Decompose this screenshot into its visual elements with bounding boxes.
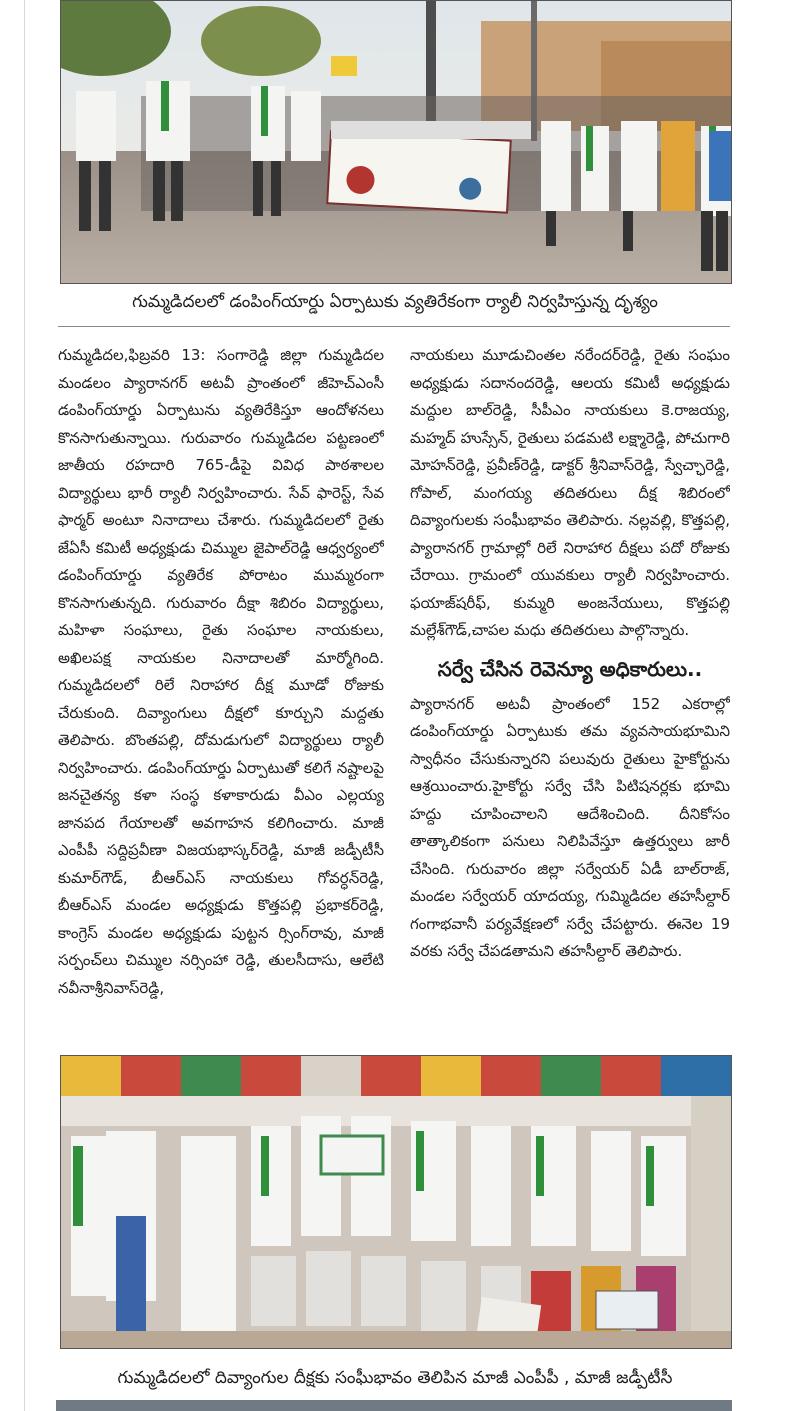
bottom-strike-photo: [60, 1055, 732, 1349]
article-body-left: గుమ్మడిదల,ఫిబ్రవరి 13: సంగారెడ్డి జిల్లా గుమ్మడిదల మండలం ప్యారానగర్ అటవీ ప్రాంతంలో జీహెచ్ఎంసీ డంపింగ్‌యార్డు ఏర్పాటును వ్యతిరేకిస్తూ ఆందోళనలు కొనసాగుతున్నాయి. గురువారం గుమ్మడిదల పట్టణంలో జాతీయ రహదారి 765-డీపై వివిధ పాఠశాలల విద్యార్థులు భారీ ర్యాలీ నిర్వహించారు. సేవ్ ఫారెస్ట్, సేవ ఫార్మర్ అంటూ నినాదాలు చేశారు. గుమ్మడిదలలో రైతు జేఏసీ కమిటీ అధ్యక్షుడు చిమ్ముల జైపాల్‌రెడ్డి ఆధ్వర్యంలో డంపింగ్‌యార్డు వ్యతిరేక పోరాటం ముమ్మరంగా కొనసాగుతున్నది. గురువారం దీక్షా శిబిరం విద్యార్థులు, మహిళా సంఘాలు, రైతు సంఘాల నాయకులు, అఖిలపక్ష నాయకుల నినాదాలతో మార్మోగింది. గుమ్మడిదలలో రిలే నిరాహార దీక్ష మూడో రోజుకు చేరుకుంది. దివ్యాంగులు దీక్షలో కూర్చుని మద్దతు తెలిపారు. బొంతపల్లి, దోమడుగులో విద్యార్థులు ర్యాలీ నిర్వహించారు. డంపింగ్‌యార్డు ఏర్పాటుతో కలిగే నష్టాలపై జనచైతన్య కళా సంస్థ కళాకారుడు వీఎం ఎల్లయ్య జానపద గేయాలతో అవగాహన కలిగించారు. మాజీ ఎంపీపీ సద్దిప్రవీణా విజయభాస్కర్‌రెడ్డి, మాజీ జడ్పీటీసీ కుమార్‌గౌడ్, బీఆర్ఎస్ నాయకులు గోవర్ధన్‌రెడ్డి, బీఆర్ఎస్ మండల అధ్యక్షుడు కొత్తపల్లి ప్రభాకర్‌రెడ్డి, కాంగ్రెస్ మండల అధ్యక్షుడు పుట్టన ర్సింగ్‌రావు, మాజీ సర్పంచ్‌లు చిమ్ముల నర్సింహా రెడ్డి, తులసీదాసు, ఆలేటి నవీనాశ్రీనివాస్‌రెడ్డి,: [58, 346, 384, 997]
bottom-photo-caption: గుమ్మడిదలలో దివ్యాంగుల దీక్షకు సంఘీభావం తెలిపిన మాజీ ఎంపీపీ , మాజీ జడ్పీటీసీ: [117, 1368, 673, 1388]
article-right-column: [410, 342, 730, 1022]
top-photo-caption: గుమ్మడిదలలో డంపింగ్‌యార్డు ఏర్పాటుకు వ్యతిరేకంగా ర్యాలీ నిర్వహిస్తున్న దృశ్యం: [132, 292, 658, 312]
next-photo-edge: [56, 1400, 732, 1411]
page-margin-line: [24, 0, 25, 1411]
article-subheading: సర్వే చేసిన రెవెన్యూ అధికారులు..: [437, 656, 703, 681]
caption-divider: [58, 326, 730, 327]
article-body-right-bottom: ప్యారానగర్ అటవీ ప్రాంతంలో 152 ఎకరాల్లో డంపింగ్‌యార్డు ఏర్పాటుకు తమ వ్యవసాయభూమిని స్వాధీనం చేసుకున్నారని పలువురు రైతులు హైకోర్టును ఆశ్రయించారు.హైకోర్టు సర్వే చేసి పిటిషనర్లకు భూమి హద్దు చూపించాలని ఆదేశించింది. దీనికోసం తాత్కాలికంగా పనులు నిలిపివేస్తూ ఉత్తర్వులు జారీ చేసింది. గురువారం జిల్లా సర్వేయర్ ఏడీ బాల్‌రాజ్, మండల సర్వేయర్ యాదయ్య, గుమ్మిడిదల తహసీల్దార్ గంగాభవానీ పర్యవేక్షణలో సర్వే చేపట్టారు. ఈనెల 19 వరకు సర్వే చేపడతామని తహసీల్దార్ తెలిపారు.: [410, 694, 730, 960]
article-body-right-top: నాయకులు మూడుచింతల నరేందర్‌రెడ్డి, రైతు సంఘం అధ్యక్షుడు సదానందరెడ్డి, ఆలయ కమిటీ అధ్యక్షుడు మద్దుల బాల్‌రెడ్డి, సీపీఎం నాయకులు కె.రాజయ్య, మహ్మద్ హుస్సేన్, రైతులు పడమటి లక్ష్మారెడ్డి, పోచుగారి మోహన్‌రెడ్డి, ప్రవీణ్‌రెడ్డి, డాక్టర్ శ్రీనివాస్‌రెడ్డి, స్వేచ్ఛారెడ్డి, గోపాల్, మంగయ్య తదితరులు దీక్ష శిబిరంలో దివ్యాంగులకు సంఘీభావం తెలిపారు. నల్లవల్లి, కొత్తపల్లి, ప్యారానగర్ గ్రామాల్లో రిలే నిరాహార దీక్షలు పదో రోజుకు చేరాయి. గ్రామంలో యువకులు ర్యాలీ నిర్వహించారు. ఫయాజ్‌షరీఫ్, కుమ్మరి అంజనేయులు, కొత్తపల్లి మల్లేశ్‌గౌడ్,చాపల మధు తదితరులు పాల్గొన్నారు.: [410, 346, 730, 639]
rally-photo-icon: [61, 1, 731, 283]
top-rally-photo: [60, 0, 732, 284]
article-left-column: [58, 342, 384, 1022]
relay-hunger-strike-photo-icon: [61, 1056, 731, 1348]
